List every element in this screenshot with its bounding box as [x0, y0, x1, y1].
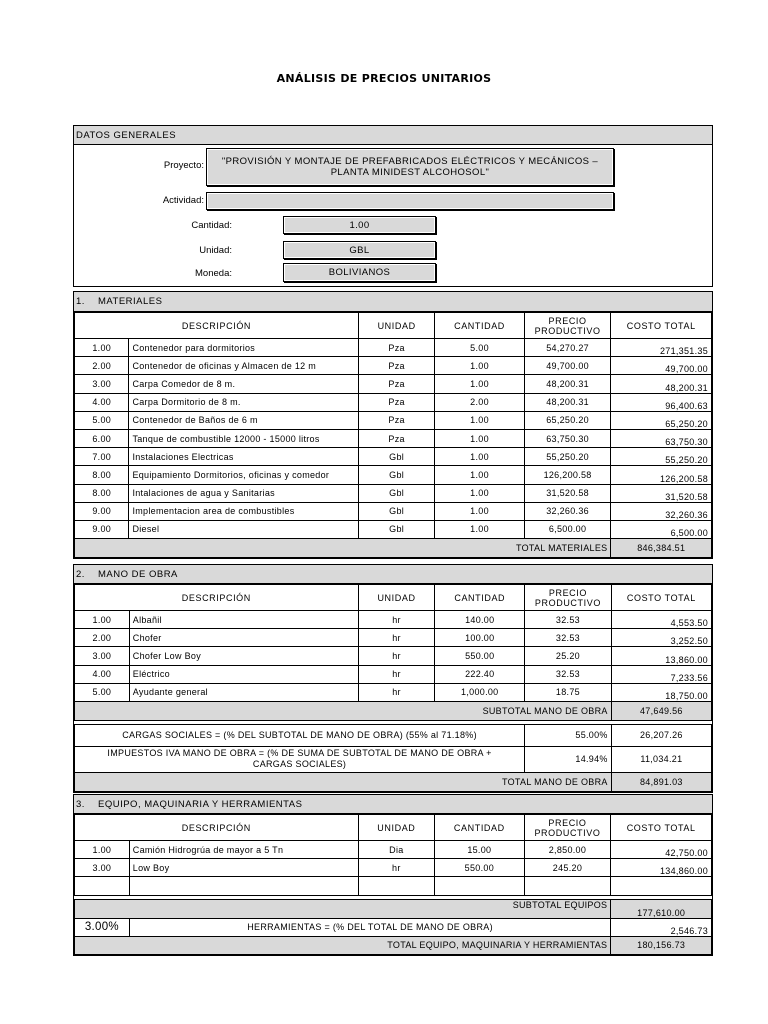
- moneda-label: Moneda:: [195, 268, 232, 279]
- impuestos-iva-percent: 14.94%: [525, 746, 612, 772]
- row-unit: hr: [358, 647, 435, 665]
- cargas-sociales-label: CARGAS SOCIALES = (% DEL SUBTOTAL DE MANO DE OBRA) (55% al 71.18%): [75, 724, 525, 746]
- row-total-cost: 55,250.20: [611, 448, 712, 466]
- row-item-number: 7.00: [75, 448, 129, 466]
- row-total-cost: 48,200.31: [611, 375, 712, 393]
- row-total-cost: 31,520.58: [611, 484, 712, 502]
- actividad-field[interactable]: [206, 192, 614, 210]
- row-total-cost: 96,400.63: [611, 393, 712, 411]
- row-description: Chofer Low Boy: [129, 647, 358, 665]
- table-row: [75, 877, 712, 895]
- table-row: [75, 841, 712, 859]
- table-row: [75, 411, 712, 429]
- col-precio-line-2: PRODUCTIVO: [534, 325, 601, 336]
- row-description: Instalaciones Electricas: [129, 448, 359, 466]
- row-description: Diesel: [129, 520, 359, 538]
- col-precio-line-1: PRECIO: [548, 817, 587, 828]
- row-description: Camión Hidrogrúa de mayor a 5 Tn: [129, 841, 358, 859]
- row-item-number: 6.00: [75, 429, 129, 447]
- row-total-cost: 65,250.20: [611, 411, 712, 429]
- row-item-number: 1.00: [75, 339, 129, 357]
- row-unit-price: 32.53: [525, 629, 612, 647]
- row-quantity: 15.00: [435, 841, 524, 859]
- row-total-cost: 4,553.50: [611, 611, 711, 629]
- row-unit: Pza: [358, 393, 434, 411]
- row-item-number: 8.00: [75, 484, 129, 502]
- herramientas-value: 2,546.73: [611, 918, 712, 936]
- row-total-cost: 13,860.00: [611, 647, 711, 665]
- proyecto-label: Proyecto:: [163, 160, 204, 171]
- row-description: Ayudante general: [129, 683, 358, 701]
- impuestos-iva-value: 11,034.21: [611, 746, 711, 772]
- row-unit: Dia: [358, 841, 434, 859]
- row-unit-price: 63,750.30: [524, 429, 611, 447]
- row-total-cost: [611, 877, 712, 895]
- equipo-section: [73, 794, 713, 956]
- row-total-cost: 63,750.30: [611, 429, 712, 447]
- row-description: Equipamiento Dormitorios, oficinas y comedor: [129, 466, 359, 484]
- col-precio-line-2: PRODUCTIVO: [534, 827, 601, 838]
- table-header-row: [75, 313, 712, 339]
- row-quantity: 1.00: [435, 448, 524, 466]
- row-item-number: [75, 877, 130, 895]
- total-mano-obra-label: TOTAL MANO DE OBRA: [75, 772, 612, 791]
- row-unit-price: 54,270.27: [524, 339, 611, 357]
- col-unidad: UNIDAD: [358, 585, 435, 611]
- row-item-number: 1.00: [75, 841, 130, 859]
- table-row: [75, 339, 712, 357]
- row-unit: hr: [358, 665, 435, 683]
- row-total-cost: 271,351.35: [611, 339, 712, 357]
- col-precio-line-1: PRECIO: [548, 315, 587, 326]
- mano-obra-number: 2.: [76, 568, 85, 580]
- impuestos-iva-line-1: IMPUESTOS IVA MANO DE OBRA = (% DE SUMA DE SUBTOTAL DE MANO DE OBRA +: [107, 748, 492, 759]
- total-mano-obra-row: [75, 772, 712, 791]
- mano-obra-title: MANO DE OBRA: [98, 568, 178, 580]
- row-unit-price: 48,200.31: [524, 393, 611, 411]
- row-description: Implementacion area de combustibles: [129, 502, 359, 520]
- table-header-row: [75, 585, 712, 611]
- subtotal-mano-obra-row: [75, 701, 712, 720]
- row-quantity: 1.00: [435, 502, 524, 520]
- row-description: Intalaciones de agua y Sanitarias: [129, 484, 359, 502]
- unidad-label: Unidad:: [199, 245, 232, 256]
- row-quantity: 1.00: [435, 429, 524, 447]
- general-data-section: [73, 125, 713, 287]
- row-quantity: 222.40: [435, 665, 525, 683]
- mano-obra-header: [74, 565, 712, 584]
- row-unit-price: 32.53: [525, 665, 612, 683]
- table-row: [75, 393, 712, 411]
- proyecto-line-1: "PROVISIÓN Y MONTAJE DE PREFABRICADOS ELÉCTRICOS Y MECÁNICOS –: [221, 156, 599, 167]
- row-description: Chofer: [129, 629, 358, 647]
- total-mano-obra-value: 84,891.03: [611, 772, 711, 791]
- col-precio-line-2: PRODUCTIVO: [534, 597, 601, 608]
- total-materiales-row: [75, 539, 712, 558]
- row-description: Eléctrico: [129, 665, 358, 683]
- row-item-number: 9.00: [75, 502, 129, 520]
- table-row: [75, 859, 712, 877]
- subtotal-mano-obra-label: SUBTOTAL MANO DE OBRA: [75, 701, 612, 720]
- equipo-title: EQUIPO, MAQUINARIA Y HERRAMIENTAS: [98, 798, 303, 810]
- row-unit: Gbl: [358, 484, 434, 502]
- cargas-sociales-percent: 55.00%: [525, 724, 612, 746]
- row-item-number: 4.00: [75, 665, 130, 683]
- general-data-title: DATOS GENERALES: [76, 129, 177, 141]
- materiales-section: [73, 291, 713, 559]
- table-row: [75, 375, 712, 393]
- row-unit-price: 49,700.00: [524, 357, 611, 375]
- row-quantity: 140.00: [435, 611, 525, 629]
- row-unit-price: 126,200.58: [524, 466, 611, 484]
- row-quantity: 1.00: [435, 484, 524, 502]
- row-item-number: 4.00: [75, 393, 129, 411]
- row-unit-price: 2,850.00: [524, 841, 611, 859]
- row-quantity: 1.00: [435, 466, 524, 484]
- table-row: [75, 502, 712, 520]
- row-total-cost: 42,750.00: [611, 841, 712, 859]
- row-quantity: [435, 877, 524, 895]
- row-unit: Gbl: [358, 448, 434, 466]
- subtotal-equipos-row: [75, 899, 712, 918]
- row-unit: [358, 877, 434, 895]
- subtotal-mano-obra-value: 47,649.56: [611, 701, 711, 720]
- materiales-table: [74, 312, 712, 558]
- row-item-number: 3.00: [75, 647, 130, 665]
- row-quantity: 5.00: [435, 339, 524, 357]
- row-total-cost: 7,233.56: [611, 665, 711, 683]
- row-quantity: 1.00: [435, 375, 524, 393]
- materiales-header: [74, 292, 712, 312]
- row-item-number: 2.00: [75, 357, 129, 375]
- row-total-cost: 32,260.36: [611, 502, 712, 520]
- moneda-value: BOLIVIANOS: [328, 267, 391, 278]
- row-quantity: 100.00: [435, 629, 525, 647]
- row-description: [129, 877, 358, 895]
- actividad-label: Actividad:: [162, 195, 204, 206]
- row-quantity: 1.00: [435, 411, 524, 429]
- col-descripcion: DESCRIPCIÓN: [75, 815, 359, 841]
- row-item-number: 3.00: [75, 859, 130, 877]
- cantidad-value: 1.00: [349, 219, 370, 231]
- subtotal-equipos-label: SUBTOTAL EQUIPOS: [75, 899, 611, 918]
- row-unit: Pza: [358, 411, 434, 429]
- page-title: ANÁLISIS DE PRECIOS UNITARIOS: [276, 72, 492, 85]
- row-item-number: 1.00: [75, 611, 130, 629]
- impuestos-iva-label: [75, 746, 525, 772]
- general-data-header: [74, 126, 712, 145]
- row-unit-price: 32,260.36: [524, 502, 611, 520]
- equipo-table: [74, 814, 712, 955]
- row-unit-price: 32.53: [525, 611, 612, 629]
- row-total-cost: 49,700.00: [611, 357, 712, 375]
- col-unidad: UNIDAD: [358, 815, 434, 841]
- row-quantity: 2.00: [435, 393, 524, 411]
- impuestos-iva-line-2: CARGAS SOCIALES): [252, 759, 347, 770]
- cargas-sociales-value: 26,207.26: [611, 724, 711, 746]
- table-row: [75, 484, 712, 502]
- col-descripcion: DESCRIPCIÓN: [75, 313, 359, 339]
- col-cantidad: CANTIDAD: [435, 585, 525, 611]
- row-unit: Pza: [358, 339, 434, 357]
- row-description: Contenedor para dormitorios: [129, 339, 359, 357]
- row-unit: hr: [358, 859, 434, 877]
- row-unit-price: 25.20: [525, 647, 612, 665]
- total-equipo-value: 180,156.73: [611, 936, 712, 954]
- row-item-number: 3.00: [75, 375, 129, 393]
- herramientas-row: [75, 918, 712, 936]
- row-item-number: 9.00: [75, 520, 129, 538]
- materiales-number: 1.: [76, 296, 85, 307]
- row-unit: hr: [358, 683, 435, 701]
- row-unit: Gbl: [358, 520, 434, 538]
- row-description: Tanque de combustible 12000 - 15000 litros: [129, 429, 359, 447]
- total-materiales-label: TOTAL MATERIALES: [75, 539, 611, 558]
- row-unit: Gbl: [358, 466, 434, 484]
- col-precio: [524, 815, 611, 841]
- equipo-number: 3.: [76, 798, 85, 810]
- row-unit-price: 65,250.20: [524, 411, 611, 429]
- row-description: Low Boy: [129, 859, 358, 877]
- row-unit: Pza: [358, 357, 434, 375]
- col-costo-total: COSTO TOTAL: [611, 313, 712, 339]
- row-quantity: 550.00: [435, 647, 525, 665]
- row-quantity: 1.00: [435, 357, 524, 375]
- mano-obra-section: [73, 564, 713, 793]
- row-description: Albañil: [129, 611, 358, 629]
- cantidad-field[interactable]: [283, 216, 436, 234]
- row-quantity: 550.00: [435, 859, 524, 877]
- total-equipo-row: [75, 936, 712, 954]
- table-row: [75, 647, 712, 665]
- herramientas-percent: 3.00%: [75, 918, 130, 936]
- table-row: [75, 665, 712, 683]
- row-unit-price: 18.75: [525, 683, 612, 701]
- col-cantidad: CANTIDAD: [435, 815, 524, 841]
- table-row: [75, 520, 712, 538]
- table-row: [75, 429, 712, 447]
- row-item-number: 8.00: [75, 466, 129, 484]
- row-description: Carpa Comedor de 8 m.: [129, 375, 359, 393]
- table-row: [75, 448, 712, 466]
- row-unit-price: [524, 877, 611, 895]
- impuestos-iva-row: [75, 746, 712, 772]
- row-total-cost: 6,500.00: [611, 520, 712, 538]
- table-row: [75, 611, 712, 629]
- row-unit-price: 245.20: [524, 859, 611, 877]
- herramientas-label: HERRAMIENTAS = (% DEL TOTAL DE MANO DE OBRA): [129, 918, 611, 936]
- total-materiales-value: 846,384.51: [611, 539, 712, 558]
- table-row: [75, 683, 712, 701]
- row-unit-price: 31,520.58: [524, 484, 611, 502]
- row-description: Contenedor de Baños de 6 m: [129, 411, 359, 429]
- row-item-number: 2.00: [75, 629, 130, 647]
- col-precio-line-1: PRECIO: [548, 587, 587, 598]
- col-precio: [524, 313, 611, 339]
- row-unit-price: 55,250.20: [524, 448, 611, 466]
- proyecto-field[interactable]: [206, 148, 614, 186]
- row-total-cost: 134,860.00: [611, 859, 712, 877]
- row-item-number: 5.00: [75, 411, 129, 429]
- row-unit: Pza: [358, 375, 434, 393]
- col-precio: [525, 585, 612, 611]
- col-cantidad: CANTIDAD: [435, 313, 524, 339]
- row-unit: Gbl: [358, 502, 434, 520]
- unidad-value: GBL: [349, 244, 370, 256]
- col-costo-total: COSTO TOTAL: [611, 815, 712, 841]
- mano-obra-table: [74, 584, 712, 792]
- row-unit: hr: [358, 611, 435, 629]
- proyecto-line-2: PLANTA MINIDEST ALCOHOSOL": [330, 167, 490, 178]
- row-total-cost: 3,252.50: [611, 629, 711, 647]
- row-quantity: 1,000.00: [435, 683, 525, 701]
- row-unit-price: 6,500.00: [524, 520, 611, 538]
- row-description: Carpa Dormitorio de 8 m.: [129, 393, 359, 411]
- row-unit-price: 48,200.31: [524, 375, 611, 393]
- materiales-title: MATERIALES: [98, 296, 163, 307]
- col-descripcion: DESCRIPCIÓN: [75, 585, 359, 611]
- equipo-header: [74, 795, 712, 814]
- col-costo-total: COSTO TOTAL: [611, 585, 711, 611]
- row-description: Contenedor de oficinas y Almacen de 12 m: [129, 357, 359, 375]
- unidad-field[interactable]: [283, 241, 436, 259]
- row-unit: Pza: [358, 429, 434, 447]
- moneda-field[interactable]: [283, 263, 436, 282]
- row-item-number: 5.00: [75, 683, 130, 701]
- row-total-cost: 126,200.58: [611, 466, 712, 484]
- table-header-row: [75, 815, 712, 841]
- cantidad-label: Cantidad:: [191, 220, 232, 231]
- cargas-sociales-row: [75, 724, 712, 746]
- table-row: [75, 357, 712, 375]
- row-unit: hr: [358, 629, 435, 647]
- row-total-cost: 18,750.00: [611, 683, 711, 701]
- table-row: [75, 466, 712, 484]
- subtotal-equipos-value: 177,610.00: [611, 899, 712, 918]
- row-quantity: 1.00: [435, 520, 524, 538]
- table-row: [75, 629, 712, 647]
- col-unidad: UNIDAD: [358, 313, 434, 339]
- total-equipo-label: TOTAL EQUIPO, MAQUINARIA Y HERRAMIENTAS: [75, 936, 611, 954]
